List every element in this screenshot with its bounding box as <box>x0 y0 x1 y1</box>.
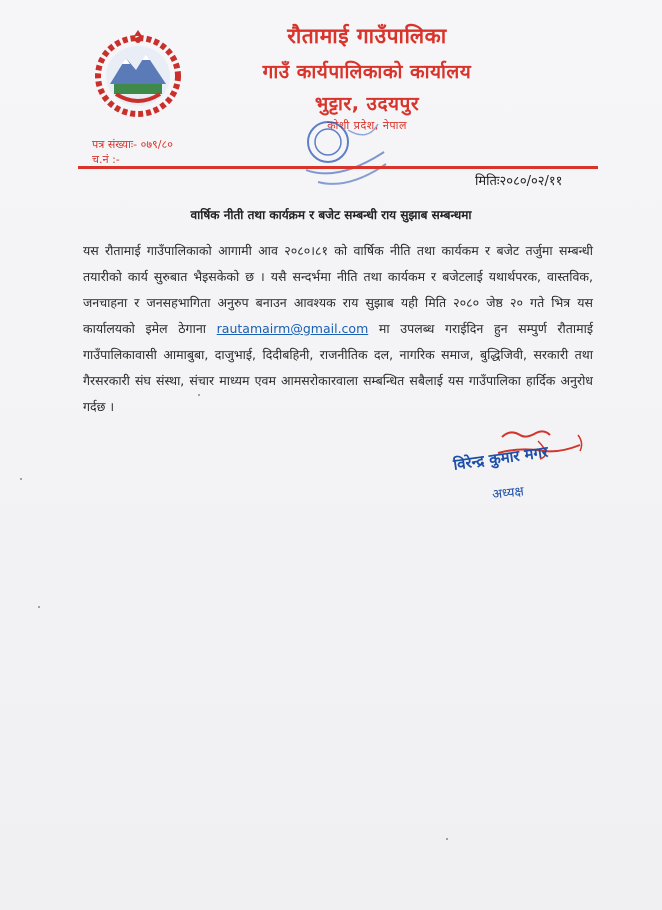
body-text-part2: मा उपलब्ध गराईदिन हुन सम्पुर्ण रौतामाई गाउँपालिकावासी आमाबुबा, दाजुभाई, दिदीबहिनी, राजनीतिक दल, नागरिक समाज, बुद्धिजिवी, सरकारी तथा गैरसरकारी संघ संस्था, संचार माध्यम एवम आमसरोकारवाला सम्बन्धित सबैलाई यस गाउँपालिका हार्दिक अनुरोध गर्दछ । <box>83 321 593 414</box>
letter-subject: वार्षिक नीती तथा कार्यक्रम र बजेट सम्बन्धी राय सुझाब सम्बन्धमा <box>190 208 472 222</box>
body-text-part1: यस रौतामाई गाउँपालिकाको आगामी आव २०८०।८१ को वार्षिक नीति तथा कार्यकम र बजेट तर्जुमा सम्बन्धी तयारीको कार्य सुरुबात भैइसकेको छ । यसै सन्दर्भमा नीति तथा कार्यकम र बजेटलाई यथार्थपरक, वास्तविक, जनचाहना र जनसहभागिता अनुरुप बनाउन आवश्यक राय सुझाब यही मिति २०८० जेष्ठ २० गते भित्र यस कार्यालयको इमेल ठेगाना <box>83 243 593 336</box>
office-stamp-icon <box>298 112 390 194</box>
scan-speck <box>38 606 40 608</box>
letter-body <box>83 238 593 420</box>
office-name: रौतामाई गाउँपालिका <box>287 24 447 48</box>
signatory-title: अध्यक्ष <box>491 484 525 503</box>
signatory-name: विरेन्द्र कुमार मगर <box>452 442 550 474</box>
letter-number: पत्र संख्याः- ०७९/८० <box>92 138 173 151</box>
header-divider <box>78 166 598 169</box>
office-location: भुट्टार, उदयपुर <box>314 93 420 115</box>
email-link[interactable]: rautamairm@gmail.com <box>216 321 369 336</box>
dispatch-number: च.नं :- <box>92 153 120 166</box>
letter-date: मितिः२०८०/०२/११ <box>475 174 563 189</box>
office-province: कोशी प्रदेश, नेपाल <box>327 119 407 132</box>
office-subtitle: गाउँ कार्यपालिकाको कार्यालय <box>262 61 472 83</box>
scan-speck <box>446 838 448 840</box>
scan-speck <box>20 478 22 480</box>
scan-speck <box>198 394 200 396</box>
